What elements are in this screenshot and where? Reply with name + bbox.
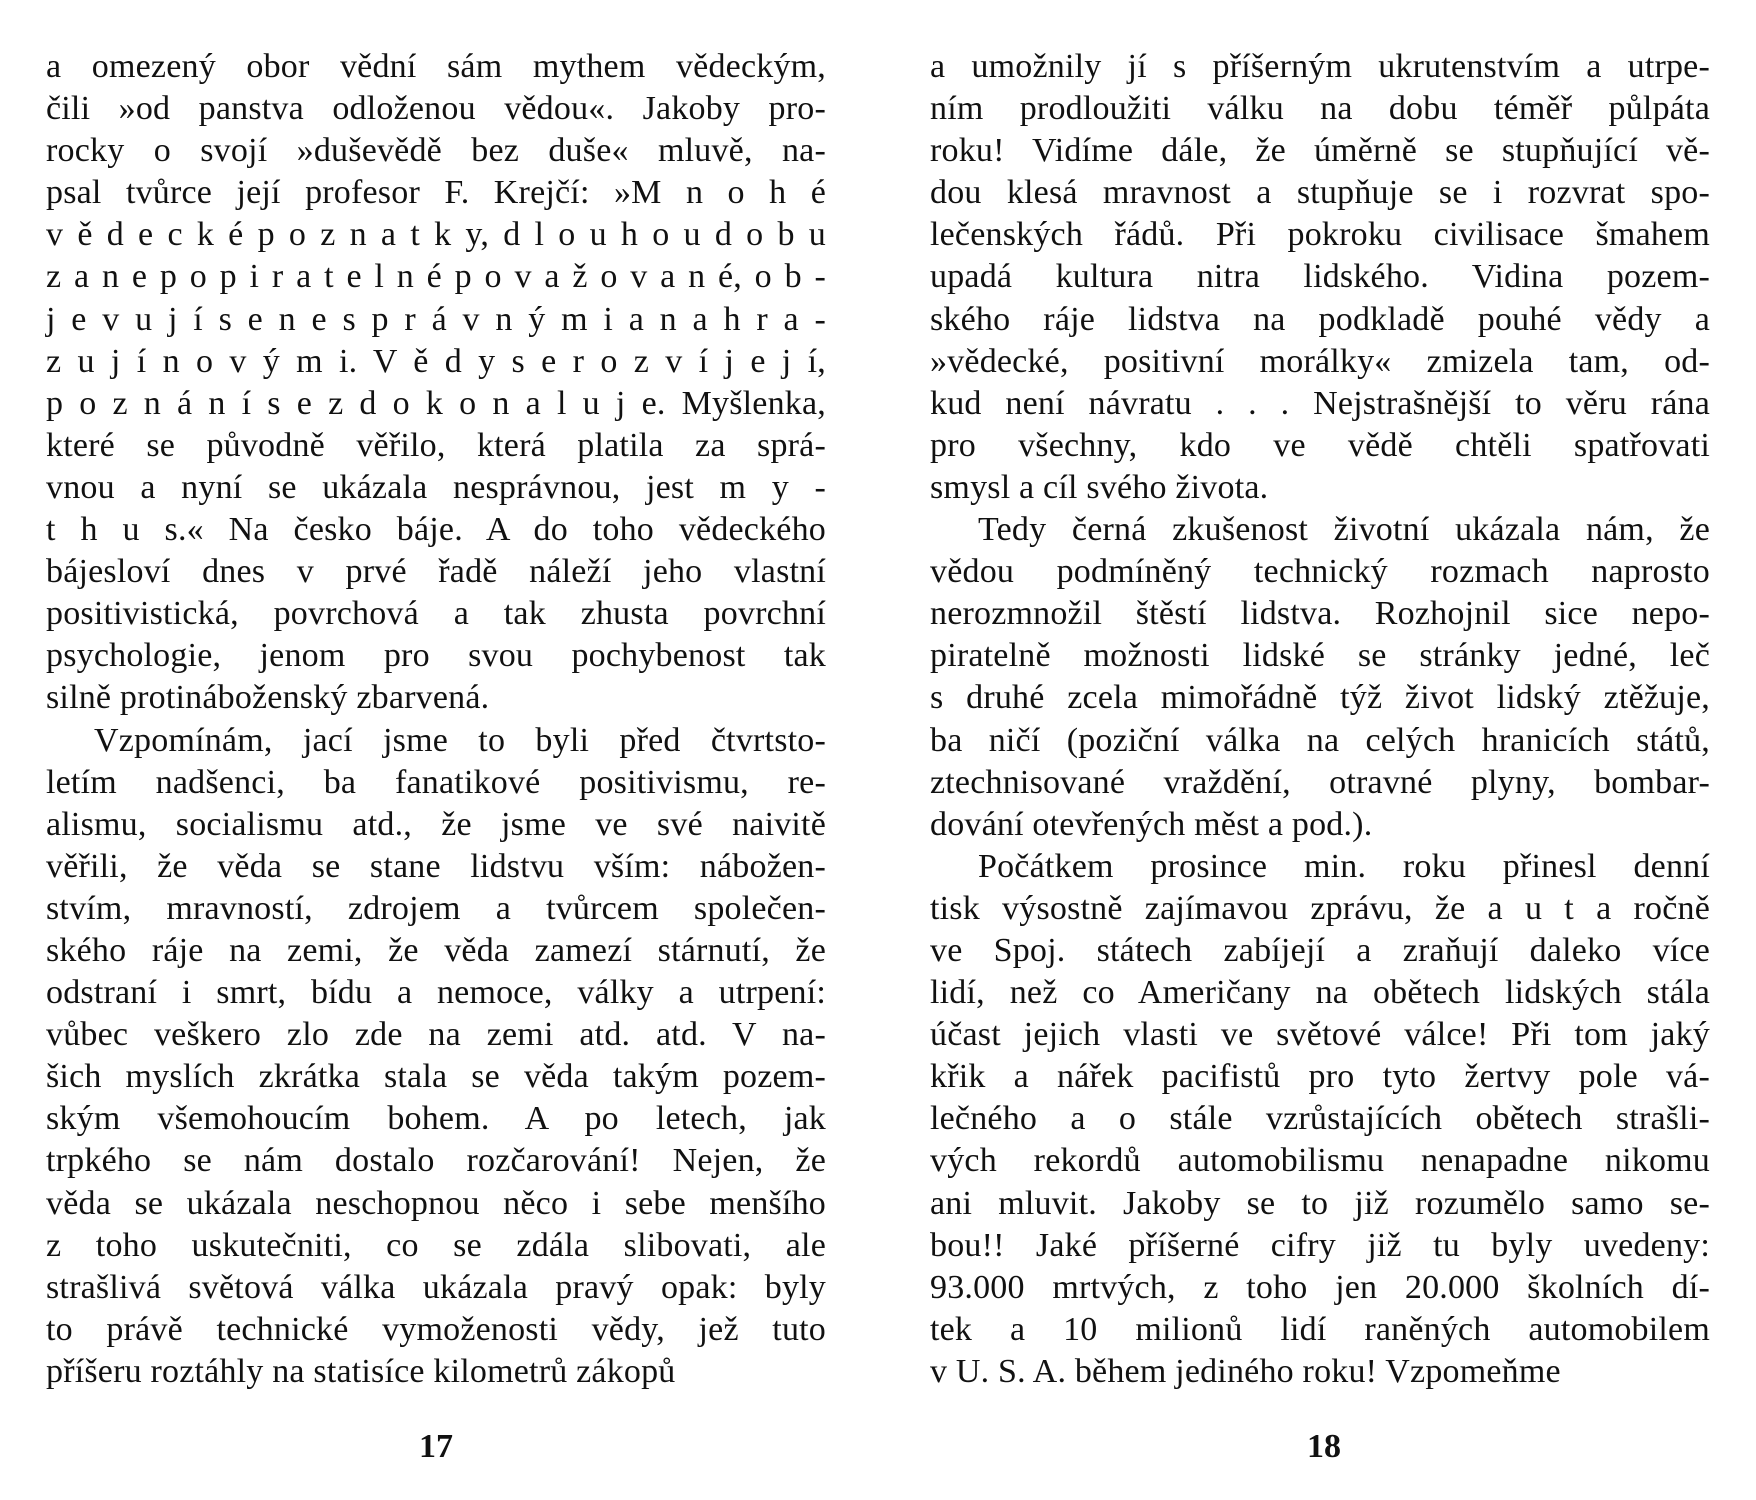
text-line: a umožnily jí s příšerným ukrutenstvím a utrpe- — [930, 48, 1710, 85]
left-page — [46, 46, 826, 1393]
text-line: trpkého se nám dostalo rozčarování! Nejen, že — [46, 1142, 826, 1180]
text-line: to právě technické vymoženosti vědy, jež tuto — [46, 1310, 826, 1348]
text-line: věda se ukázala neschopnou něco i sebe menšího — [46, 1184, 826, 1222]
text-line: Vzpomínám, jací jsme to byli před čtvrtsto- — [94, 721, 826, 759]
text-line: psal tvůrce její profesor F. Krejčí: »M n o h é — [46, 174, 826, 212]
text-line: pro všechny, kdo ve vědě chtěli spatřovati — [930, 426, 1710, 464]
text-line: účast jejich vlasti ve světové válce! Při tom jaký — [930, 1016, 1710, 1054]
text-line: psychologie, jenom pro svou pochybenost tak — [46, 637, 826, 675]
text-line: roku! Vidíme dále, že úměrně se stupňující vě- — [930, 132, 1710, 170]
text-line: 93.000 mrtvých, z toho jen 20.000 školních dí- — [930, 1268, 1710, 1306]
left-page-text — [46, 46, 826, 1393]
text-line: ve Spoj. státech zabíjejí a zraňují daleko více — [930, 931, 1710, 969]
text-line: Tedy černá zkušenost životní ukázala nám, že — [978, 511, 1710, 549]
text-line: z toho uskutečniti, co se zdála slibovati, ale — [46, 1226, 826, 1264]
text-line: p o z n á n í s e z d o k o n a l u j e. Myšlenka, — [46, 384, 826, 422]
text-line: lečenských řádů. Při pokroku civilisace šmahem — [930, 216, 1710, 254]
text-line: čili »od panstva odloženou vědou«. Jakoby pro- — [46, 90, 826, 128]
text-line: positivistická, povrchová a tak zhusta povrchní — [46, 595, 826, 633]
text-line: s druhé zcela mimořádně týž život lidský ztěžuje, — [930, 679, 1710, 717]
page-number-left: 17 — [419, 1428, 453, 1465]
text-line: dování otevřených měst a pod.). — [930, 805, 1373, 843]
text-line: vůbec veškero zlo zde na zemi atd. atd. V na- — [46, 1016, 826, 1054]
text-line: ského ráje lidstva na podkladě pouhé vědy a — [930, 300, 1710, 338]
right-page — [930, 46, 1710, 1393]
text-line: ztechnisované vraždění, otravné plyny, bombar- — [930, 763, 1710, 801]
text-line: vnou a nyní se ukázala nesprávnou, jest m y - — [46, 468, 826, 506]
text-line: ním prodloužiti válku na dobu téměř půlpáta — [930, 90, 1710, 128]
text-line: j e v u j í s e n e s p r á v n ý m i a n a h r a - — [46, 300, 826, 338]
text-line: šich myslích zkrátka stala se věda takým pozem- — [46, 1058, 826, 1096]
text-line: bou!! Jaké příšerné cifry již tu byly uvedeny: — [930, 1226, 1710, 1264]
text-line: vědou podmíněný technický rozmach naprosto — [930, 553, 1710, 591]
text-line: ským všemohoucím bohem. A po letech, jak — [46, 1100, 826, 1138]
text-line: upadá kultura nitra lidského. Vidina pozem- — [930, 258, 1710, 296]
text-line: odstraní i smrt, bídu a nemoce, války a utrpení: — [46, 974, 826, 1012]
text-line: dou klesá mravnost a stupňuje se i rozvrat spo- — [930, 174, 1710, 212]
text-line: bájesloví dnes v prvé řadě náleží jeho vlastní — [46, 553, 826, 591]
text-line: z a n e p o p i r a t e l n é p o v a ž o v a n é, o b - — [46, 258, 826, 296]
text-line: které se původně věřilo, která platila za sprá- — [46, 426, 826, 464]
text-line: smysl a cíl svého života. — [930, 468, 1269, 506]
text-line: lidí, než co Američany na obětech lidských stála — [930, 974, 1710, 1012]
text-line: ského ráje na zemi, že věda zamezí stárnutí, že — [46, 931, 826, 969]
text-line: v U. S. A. během jediného roku! Vzpomeňme — [930, 1352, 1561, 1390]
text-line: alismu, socialismu atd., že jsme ve své naivitě — [46, 805, 826, 843]
text-line: letím nadšenci, ba fanatikové positivismu, re- — [46, 763, 826, 801]
text-line: strašlivá světová válka ukázala pravý opak: byly — [46, 1268, 826, 1306]
text-line: silně protináboženský zbarvená. — [46, 679, 490, 717]
text-line: ani mluvit. Jakoby se to již rozumělo samo se- — [930, 1184, 1710, 1222]
text-line: »vědecké, positivní morálky« zmizela tam, od- — [930, 342, 1710, 380]
text-line: tisk výsostně zajímavou zprávu, že a u t a ročně — [930, 889, 1710, 927]
text-line: vých rekordů automobilismu nenapadne nikomu — [930, 1142, 1710, 1180]
text-line: Počátkem prosince min. roku přinesl denní — [978, 847, 1710, 885]
text-line: a omezený obor vědní sám mythem vědeckým, — [46, 48, 826, 85]
right-page-text — [930, 46, 1710, 1393]
page-number-right: 18 — [1307, 1428, 1341, 1465]
text-line: křik a nářek pacifistů pro tyto žertvy pole vá- — [930, 1058, 1710, 1096]
text-line: věřili, že věda se stane lidstvu vším: nábožen- — [46, 847, 826, 885]
text-line: nerozmnožil štěstí lidstva. Rozhojnil sice nepo- — [930, 595, 1710, 633]
text-line: tek a 10 milionů lidí raněných automobilem — [930, 1310, 1710, 1348]
text-line: příšeru roztáhly na statisíce kilometrů zákopů — [46, 1352, 676, 1390]
text-line: kud není návratu . . . Nejstrašnější to věru rána — [930, 384, 1710, 422]
text-line: t h u s.« Na česko báje. A do toho vědeckého — [46, 511, 826, 549]
text-line: ba ničí (poziční válka na celých hranicích států, — [930, 721, 1710, 759]
text-line: rocky o svojí »duševědě bez duše« mluvě, na- — [46, 132, 826, 170]
text-line: z u j í n o v ý m i. V ě d y s e r o z v í j e j í, — [46, 342, 826, 380]
text-line: piratelně možnosti lidské se stránky jedné, leč — [930, 637, 1710, 675]
text-line: stvím, mravností, zdrojem a tvůrcem společen- — [46, 889, 826, 927]
text-line: v ě d e c k é p o z n a t k y, d l o u h o u d o b u — [46, 216, 826, 254]
text-line: lečného a o stále vzrůstajících obětech strašli- — [930, 1100, 1710, 1138]
